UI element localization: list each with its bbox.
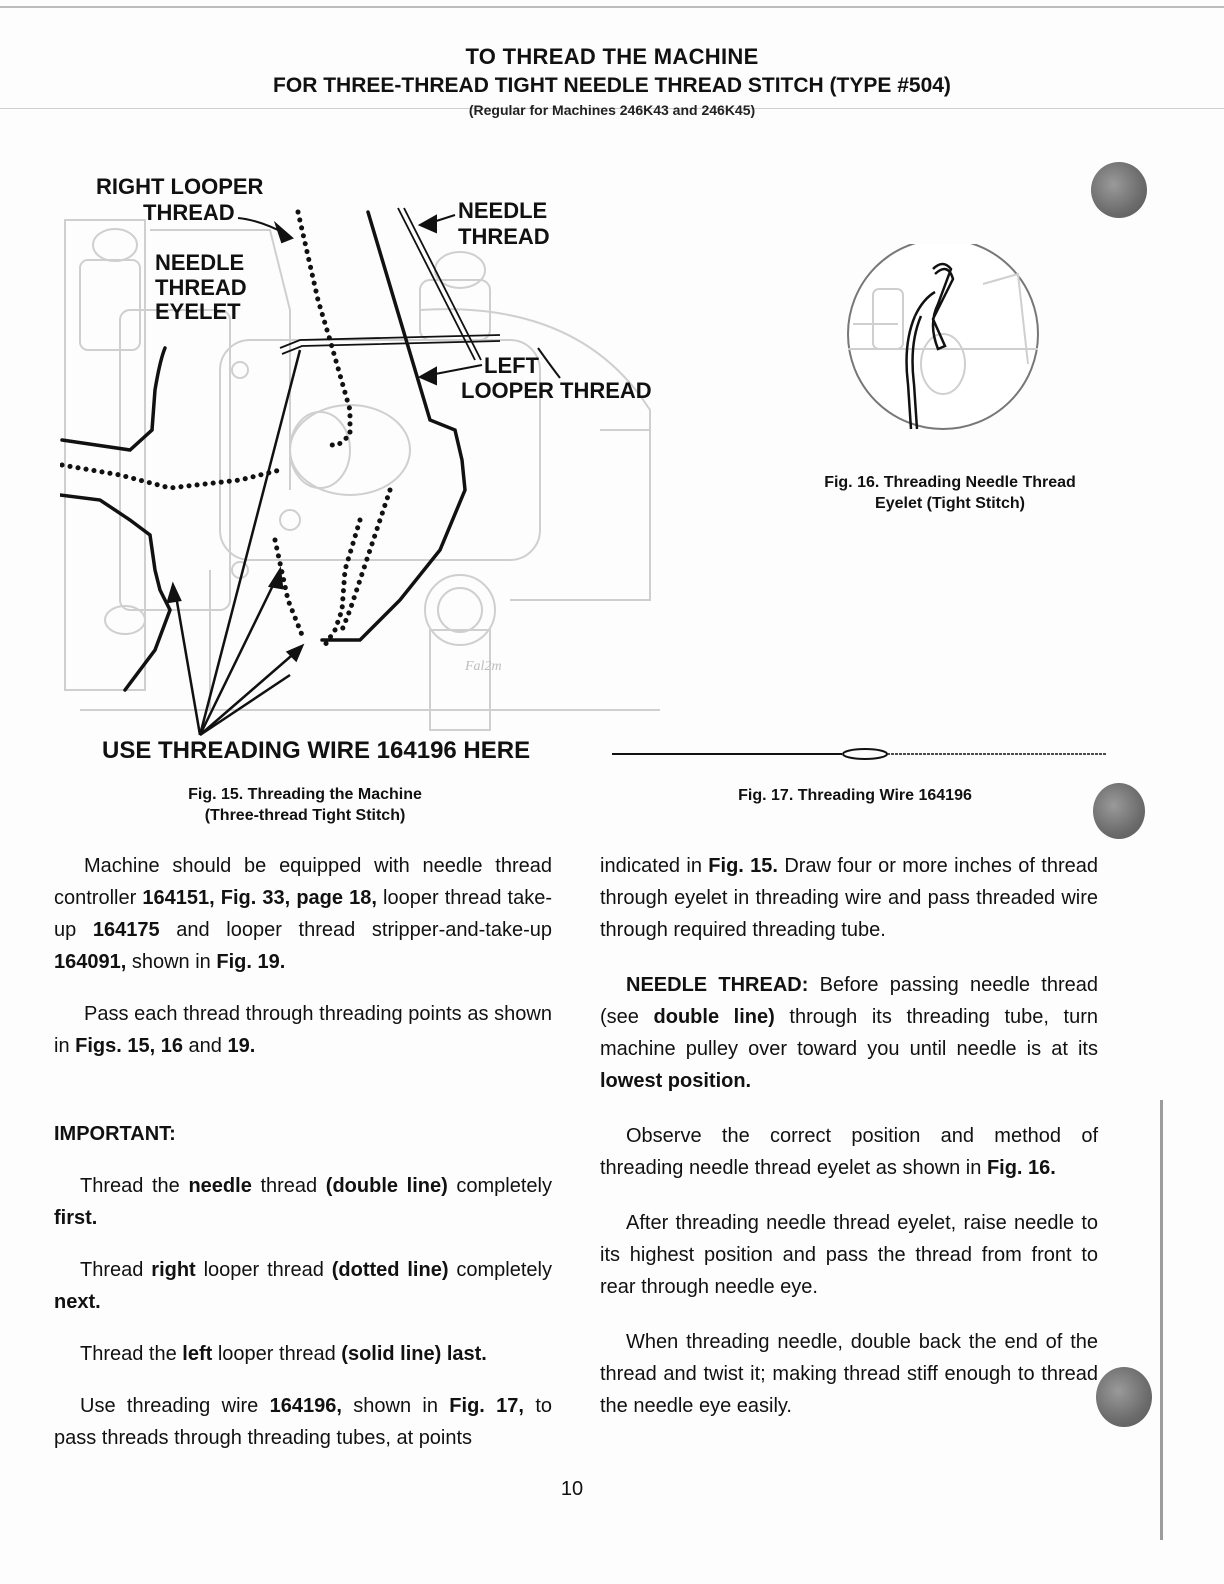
fig15-caption-line1: Fig. 15. Threading the Machine: [188, 786, 422, 803]
fig15-caption: [100, 784, 510, 826]
left-p4-a: Thread: [80, 1259, 152, 1281]
left-p4-d: (dotted line): [331, 1259, 449, 1281]
left-p3-d: (double line): [325, 1175, 448, 1197]
label-needle-thread-top-2: THREAD: [458, 224, 550, 249]
left-p4-f: next.: [54, 1291, 101, 1313]
left-p6-e: to pass threads through threading tubes, at points: [54, 1395, 552, 1449]
label-right-looper-thread: THREAD: [143, 200, 235, 225]
label-left-looper-2: LOOPER THREAD: [461, 378, 652, 403]
left-p4: [54, 1254, 552, 1318]
left-p6-a: Use threading wire: [80, 1395, 270, 1417]
fig16-caption: [790, 472, 1110, 514]
left-p3-b: needle: [188, 1175, 252, 1197]
left-p1-a: Machine should be equipped with needle thread controller: [54, 855, 552, 909]
left-p6-d: Fig. 17,: [449, 1395, 524, 1417]
fig15-caption-line2: (Three-thread Tight Stitch): [204, 807, 406, 824]
label-eyelet-1: NEEDLE: [155, 250, 245, 275]
page-edge: [1160, 1100, 1163, 1540]
right-p1: [600, 850, 1098, 946]
fig16-caption-line1: Fig. 16. Threading Needle Thread: [824, 474, 1076, 491]
left-p5-d: (solid line) last.: [341, 1343, 487, 1365]
right-p3-a: Observe the correct position and method of threading needle thread eyelet as shown in: [600, 1125, 1098, 1179]
left-p1-g: shown in: [126, 951, 217, 973]
left-p1-f: 164091,: [54, 951, 127, 973]
right-p1-a: indicated in: [600, 855, 709, 877]
fig16-caption-line2: Eyelet (Tight Stitch): [875, 495, 1025, 512]
left-p1-b: 164151, Fig. 33, page 18,: [142, 887, 377, 909]
binder-hole-middle: [1093, 783, 1145, 839]
left-p4-c: looper thread: [195, 1259, 332, 1281]
left-p6: [54, 1390, 552, 1454]
page-note: (Regular for Machines 246K43 and 246K45): [468, 102, 756, 118]
right-p2-d: through its threading tube, turn machine pulley over toward you until needle is at its: [600, 1006, 1099, 1060]
left-p3-a: Thread the: [80, 1175, 189, 1197]
right-p1-c: Draw four or more inches of thread through eyelet in threading wire and pass threaded wire through required threading tube.: [600, 855, 1098, 941]
fig15-illustration: [60, 190, 660, 750]
label-needle-thread-top-1: NEEDLE: [458, 198, 548, 223]
binder-hole-top: [1091, 162, 1147, 218]
left-p5-a: Thread the: [80, 1343, 183, 1365]
left-p2-c: and: [182, 1035, 228, 1057]
left-p4-e: completely: [448, 1259, 552, 1281]
left-p2-b: Figs. 15, 16: [75, 1035, 183, 1057]
left-p5: [54, 1338, 552, 1370]
right-p2: [600, 969, 1098, 1097]
right-column: [600, 850, 1098, 1422]
page-title: TO THREAD THE MACHINE: [465, 44, 759, 69]
left-p1: [54, 850, 552, 978]
left-p6-c: shown in: [341, 1395, 450, 1417]
label-eyelet-2: THREAD: [155, 275, 247, 300]
binder-hole-bottom: [1096, 1367, 1152, 1427]
right-p3: [600, 1120, 1098, 1184]
left-column: [54, 850, 552, 1454]
left-p4-b: right: [151, 1259, 196, 1281]
label-threading-wire: USE THREADING WIRE 164196 HERE: [102, 737, 531, 764]
fig17-caption: Fig. 17. Threading Wire 164196: [738, 787, 972, 804]
left-p3-e: completely: [447, 1175, 552, 1197]
right-p2-a: NEEDLE THREAD:: [626, 974, 809, 996]
wire-pointer-lines: [168, 350, 302, 735]
left-p3: [54, 1170, 552, 1234]
right-p2-b: Before passing needle thread (see: [600, 974, 1099, 1028]
label-left-looper-1: LEFT: [484, 353, 539, 378]
label-eyelet-3: EYELET: [155, 299, 241, 324]
right-p4: After threading needle thread eyelet, raise needle to its highest position and pass the thread from front to rear through needle eye.: [600, 1212, 1098, 1298]
fig17-threading-wire: [610, 744, 1110, 764]
important-label: IMPORTANT:: [54, 1123, 176, 1145]
right-p2-c: double line): [653, 1006, 775, 1028]
page-number: 10: [560, 1478, 584, 1500]
right-p5: When threading needle, double back the end of the thread and twist it; making thread stiff enough to thread the needle eye easily.: [600, 1331, 1098, 1417]
left-p1-h: Fig. 19.: [216, 951, 286, 973]
right-p2-e: lowest position.: [600, 1070, 752, 1092]
left-p1-e: and looper thread stripper-and-take-up: [159, 919, 552, 941]
left-important-heading: [54, 1118, 552, 1150]
left-p5-b: left: [182, 1343, 213, 1365]
top-rule: [0, 6, 1224, 8]
fig15-watermark: Fal2m: [465, 659, 502, 674]
right-p3-b: Fig. 16.: [986, 1157, 1056, 1179]
left-p1-c: looper thread take-up: [54, 887, 553, 941]
fig16-illustration: [843, 244, 1043, 434]
left-p2-d: 19.: [227, 1035, 256, 1057]
label-right-looper: RIGHT LOOPER: [96, 174, 264, 199]
left-p3-c: thread: [251, 1175, 326, 1197]
page-subtitle: FOR THREE-THREAD TIGHT NEEDLE THREAD STITCH (TYPE #504): [273, 74, 951, 97]
left-p2-a: Pass each thread through threading points as shown in: [54, 1003, 552, 1057]
left-p2: [54, 998, 552, 1062]
left-p3-f: first.: [54, 1207, 98, 1229]
left-p6-b: 164196,: [269, 1395, 342, 1417]
left-p5-c: looper thread: [212, 1343, 342, 1365]
left-p1-d: 164175: [92, 919, 160, 941]
right-p1-b: Fig. 15.: [708, 855, 778, 877]
